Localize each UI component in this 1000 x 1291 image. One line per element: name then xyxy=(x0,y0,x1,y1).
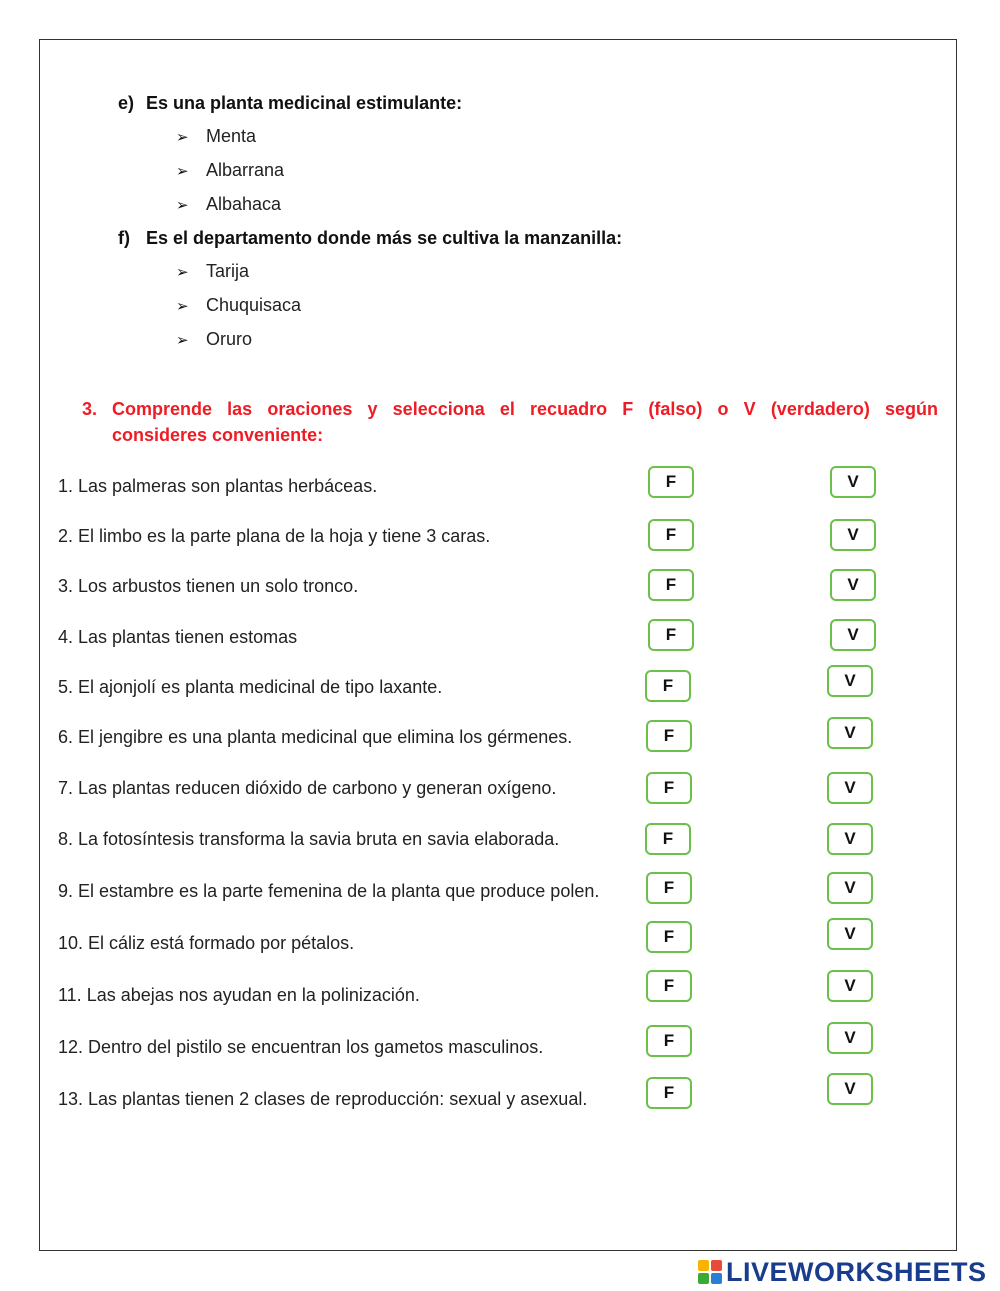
option-label: Menta xyxy=(206,126,257,146)
arrow-bullet-icon: ➢ xyxy=(176,331,189,349)
false-box-13[interactable]: F xyxy=(646,1077,692,1109)
true-box-3[interactable]: V xyxy=(830,569,876,601)
option-label: Albarrana xyxy=(206,160,285,180)
statement-10: 10. El cáliz está formado por pétalos. xyxy=(58,933,355,953)
true-box-12[interactable]: V xyxy=(827,1022,873,1054)
statement-3: 3. Los arbustos tienen un solo tronco. xyxy=(58,576,359,596)
option-label: Albahaca xyxy=(206,194,282,214)
false-box-9[interactable]: F xyxy=(646,872,692,904)
question-e-text: Es una planta medicinal estimulante: xyxy=(146,93,463,113)
arrow-bullet-icon: ➢ xyxy=(176,128,189,146)
statement-4: 4. Las plantas tienen estomas xyxy=(58,627,298,647)
option-menta xyxy=(176,126,256,147)
statement-1: 1. Las palmeras son plantas herbáceas. xyxy=(58,476,378,496)
true-box-4[interactable]: V xyxy=(830,619,876,651)
false-box-1[interactable]: F xyxy=(648,466,694,498)
false-box-4[interactable]: F xyxy=(648,619,694,651)
true-box-1[interactable]: V xyxy=(830,466,876,498)
false-box-7[interactable]: F xyxy=(646,772,692,804)
option-label: Chuquisaca xyxy=(206,295,302,315)
statement-7: 7. Las plantas reducen dióxido de carbono y generan oxígeno. xyxy=(58,778,557,798)
option-chuquisaca xyxy=(176,295,301,316)
true-box-6[interactable]: V xyxy=(827,717,873,749)
false-box-2[interactable]: F xyxy=(648,519,694,551)
true-box-5[interactable]: V xyxy=(827,665,873,697)
true-box-7[interactable]: V xyxy=(827,772,873,804)
false-box-8[interactable]: F xyxy=(645,823,691,855)
arrow-bullet-icon: ➢ xyxy=(176,297,189,315)
statement-6: 6. El jengibre es una planta medicinal que elimina los gérmenes. xyxy=(58,727,573,747)
logo-text: LIVEWORKSHEETS xyxy=(726,1256,987,1287)
true-box-10[interactable]: V xyxy=(827,918,873,950)
true-box-11[interactable]: V xyxy=(827,970,873,1002)
true-box-13[interactable]: V xyxy=(827,1073,873,1105)
false-box-5[interactable]: F xyxy=(645,670,691,702)
option-albarrana xyxy=(176,160,284,181)
arrow-bullet-icon: ➢ xyxy=(176,162,189,180)
option-label: Oruro xyxy=(206,329,253,349)
option-tarija xyxy=(176,261,249,282)
true-box-9[interactable]: V xyxy=(827,872,873,904)
false-box-11[interactable]: F xyxy=(646,970,692,1002)
true-box-2[interactable]: V xyxy=(830,519,876,551)
option-label: Tarija xyxy=(206,261,250,281)
true-box-8[interactable]: V xyxy=(827,823,873,855)
false-box-6[interactable]: F xyxy=(646,720,692,752)
false-box-10[interactable]: F xyxy=(646,921,692,953)
section-3-heading-line2: consideres conveniente: xyxy=(112,425,324,445)
statement-5: 5. El ajonjolí es planta medicinal de tipo laxante. xyxy=(58,677,443,697)
statement-12: 12. Dentro del pistilo se encuentran los gametos masculinos. xyxy=(58,1037,544,1057)
statement-2: 2. El limbo es la parte plana de la hoja y tiene 3 caras. xyxy=(58,526,491,546)
arrow-bullet-icon: ➢ xyxy=(176,196,189,214)
liveworksheets-logo xyxy=(698,1258,987,1286)
section-3-number: 3. xyxy=(82,399,98,419)
statement-11: 11. Las abejas nos ayudan en la polinización. xyxy=(58,985,420,1005)
question-f-text: Es el departamento donde más se cultiva la manzanilla: xyxy=(146,228,623,248)
question-f-title xyxy=(118,228,622,249)
question-e-letter: e) xyxy=(118,93,135,113)
logo-blocks-icon xyxy=(698,1260,722,1284)
statement-9: 9. El estambre es la parte femenina de la planta que produce polen. xyxy=(58,881,600,901)
arrow-bullet-icon: ➢ xyxy=(176,263,189,281)
false-box-12[interactable]: F xyxy=(646,1025,692,1057)
option-oruro xyxy=(176,329,252,350)
option-albahaca xyxy=(176,194,281,215)
false-box-3[interactable]: F xyxy=(648,569,694,601)
question-e-title xyxy=(118,93,462,114)
section-3-heading-line1: Comprende las oraciones y selecciona el recuadro F (falso) o V (verdadero) según xyxy=(112,399,938,419)
section-3-heading xyxy=(82,396,938,448)
statement-8: 8. La fotosíntesis transforma la savia bruta en savia elaborada. xyxy=(58,829,560,849)
statement-13: 13. Las plantas tienen 2 clases de reproducción: sexual y asexual. xyxy=(58,1089,588,1109)
question-f-letter: f) xyxy=(118,228,130,248)
